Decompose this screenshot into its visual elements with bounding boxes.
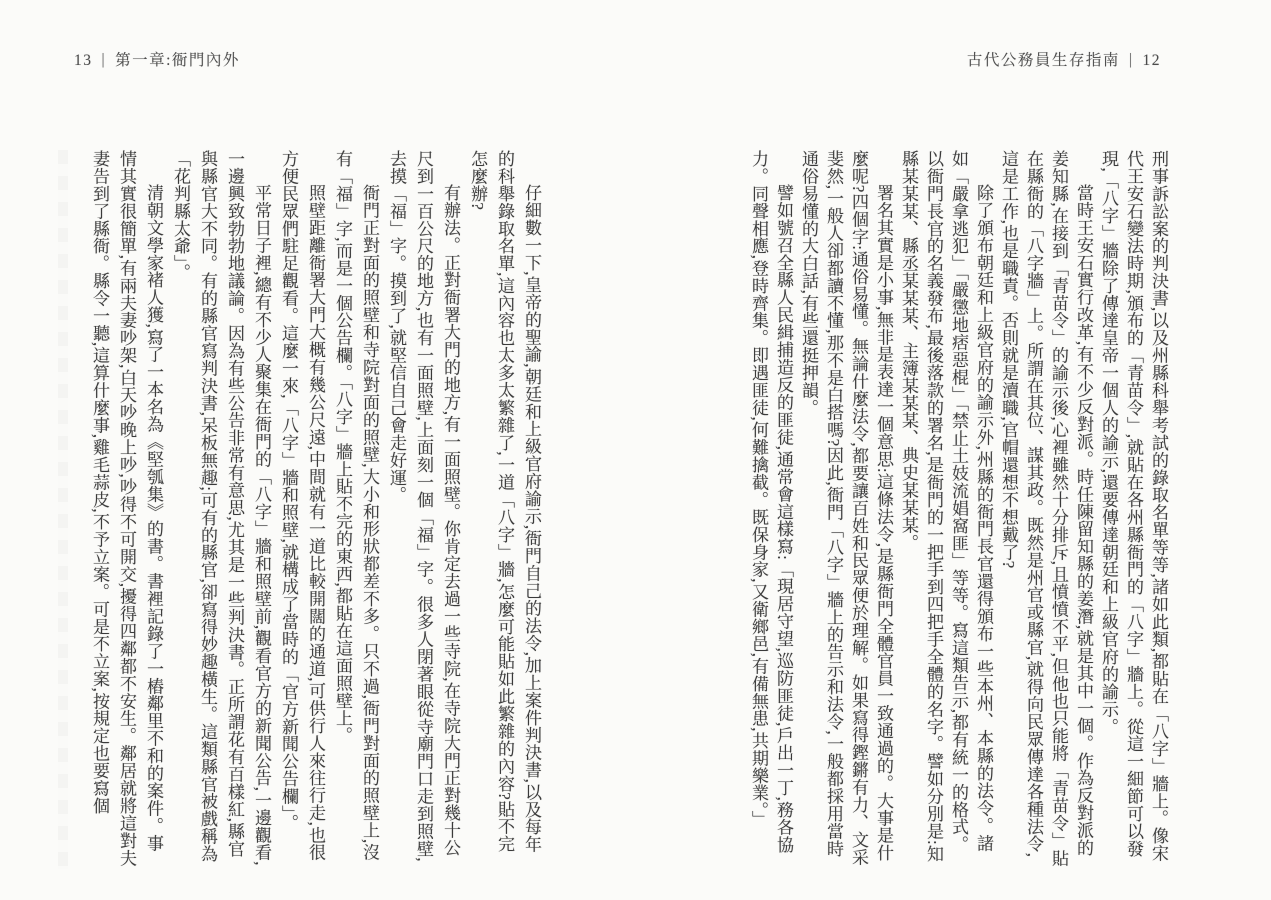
right-page-header xyxy=(967,48,1161,70)
header-separator: | xyxy=(1128,51,1134,68)
paragraph: 清朝文學家褚人獲,寫了一本名為《堅瓠集》的書。書裡記錄了一樁鄰里不和的案件。事情其實很簡單,有兩夫妻吵架,白天吵晚上吵,吵得不可開交,擾得四鄰都不安生。鄰居就將這對夫妻告到了縣衙。縣令一聽,這算什麼事,雞毛蒜皮,不予立案。可是不立案,按規定也要寫個 xyxy=(90,150,163,867)
header-separator: | xyxy=(101,51,107,68)
paragraph: 刑事訴訟案的判決書,以及州縣科舉考試的錄取名單等等,諸如此類,都貼在「八字」牆上。像宋代王安石變法時期,頒布的「青苗令」,就貼在各州縣衙門的「八字」牆上。從這一細節可以發現,「八字」牆除了傳達皇帝一個人的諭示,還要傳達朝廷和上級官府的諭示。 xyxy=(1099,150,1168,863)
paragraph: 平常日子裡,總有不少人聚集在衙門的「八字」牆和照壁前,觀看官方的新聞公告,一邊觀看,一邊興致勃勃地議論。因為有些公告非常有意思,尤其是一些判決書。正所謂花有百樣紅,縣官與縣官大不同。有的縣官寫判決書,呆板無趣;可有的縣官,卻寫得妙趣橫生。這類縣官被戲稱為「花判縣太爺」。 xyxy=(171,150,271,866)
right-page-body xyxy=(731,150,1171,869)
paragraph: 署名其實是小事,無非是表達一個意思:這條法令,是縣衙門全體官員一致通過的。大事是什麼呢?四個字:通俗易懂。無論什麼法令,都要讓百姓和民眾便於理解。如果寫得鏗鏘有力、文采斐然,一般人卻都讀不懂,那不是白搭嗎?因此,衙門「八字」牆上的告示和法令,一般都採用當時通俗易懂的大白話,有些還挺押韻。 xyxy=(799,150,893,866)
chapter-title: 第一章:衙門內外 xyxy=(115,52,240,69)
paragraph: 譬如號召全縣人民緝捕造反的匪徒,通常會這樣寫:「現居守望,巡防匪徒,戶出一丁,務各協力。同聲相應,登時齊集。即遇匪徒,何難擒截。既保身家,又衛鄉邑,有備無患,共期樂業。」 xyxy=(749,150,793,854)
right-page-number: 12 xyxy=(1142,52,1161,69)
book-title: 古代公務員生存指南 xyxy=(966,52,1120,69)
left-page-header xyxy=(74,48,240,70)
paragraph: 仔細數一下,皇帝的聖諭,朝廷和上級官府諭示,衙門自己的法令,加上案件判決書,以及每年的科舉錄取名單,這內容也太多太繁雜了,一道「八字」牆,怎麼可能貼如此繁雜的內容?貼不完怎麼辦? xyxy=(468,150,541,854)
left-page-body xyxy=(67,150,545,869)
paragraph: 衙門正對面的照壁和寺院對面的照壁,大小和形狀都差不多。只不過,衙門對面的照壁上,沒有「福」字,而是一個公告欄。「八字」牆上貼不完的東西,都貼在這面照壁上。 xyxy=(333,150,379,862)
paragraph: 有辦法。正對衙署大門的地方,有一面照壁。你肯定去過一些寺院,在寺院大門正對幾十公尺到一百公尺的地方,也有一面照壁,上面刻一個「福」字。很多人閉著眼從寺廟門口走到照壁,去摸「福」字。摸到了,就堅信自己會走好運。 xyxy=(387,150,460,863)
paragraph: 除了頒布朝廷和上級官府的諭示外,州縣的衙門長官還得頒布一些本州、本縣的法令。諸如「嚴拿逃犯」「嚴懲地痞惡棍」「禁止土妓流娼窩匪」等等。寫這類告示,都有統一的格式。以衙門長官的名義發布,最後落款的署名,是衙門的一把手到四把手全體的名字。譬如分別是:知縣某某某、縣丞某某某、主簿某某某、典史某某某。 xyxy=(899,150,993,863)
left-page-number: 13 xyxy=(74,52,93,69)
paragraph: 當時王安石實行改革,有不少反對派。時任陳留知縣的姜潛,就是其中一個。作為反對派的姜知縣,在接到「青苗令」的諭示後,心裡雖然十分排斥,且憤憤不平,但他也只能將「青苗令」貼在縣衙的「八字牆」上。所謂在其位、謀其政。既然是州官或縣官,就得向民眾傳達各種法令,這是工作,也是職責。否則就是瀆職,官帽還想不想戴了? xyxy=(999,150,1093,867)
paragraph: 照壁距離衙署大門大概有幾公尺遠,中間就有一道比較開闊的通道,可供行人來往行走,也很方便民眾們駐足觀看。這麼一來,「八字」牆和照壁,就構成了當時的「官方新聞公告欄」。 xyxy=(279,150,325,862)
